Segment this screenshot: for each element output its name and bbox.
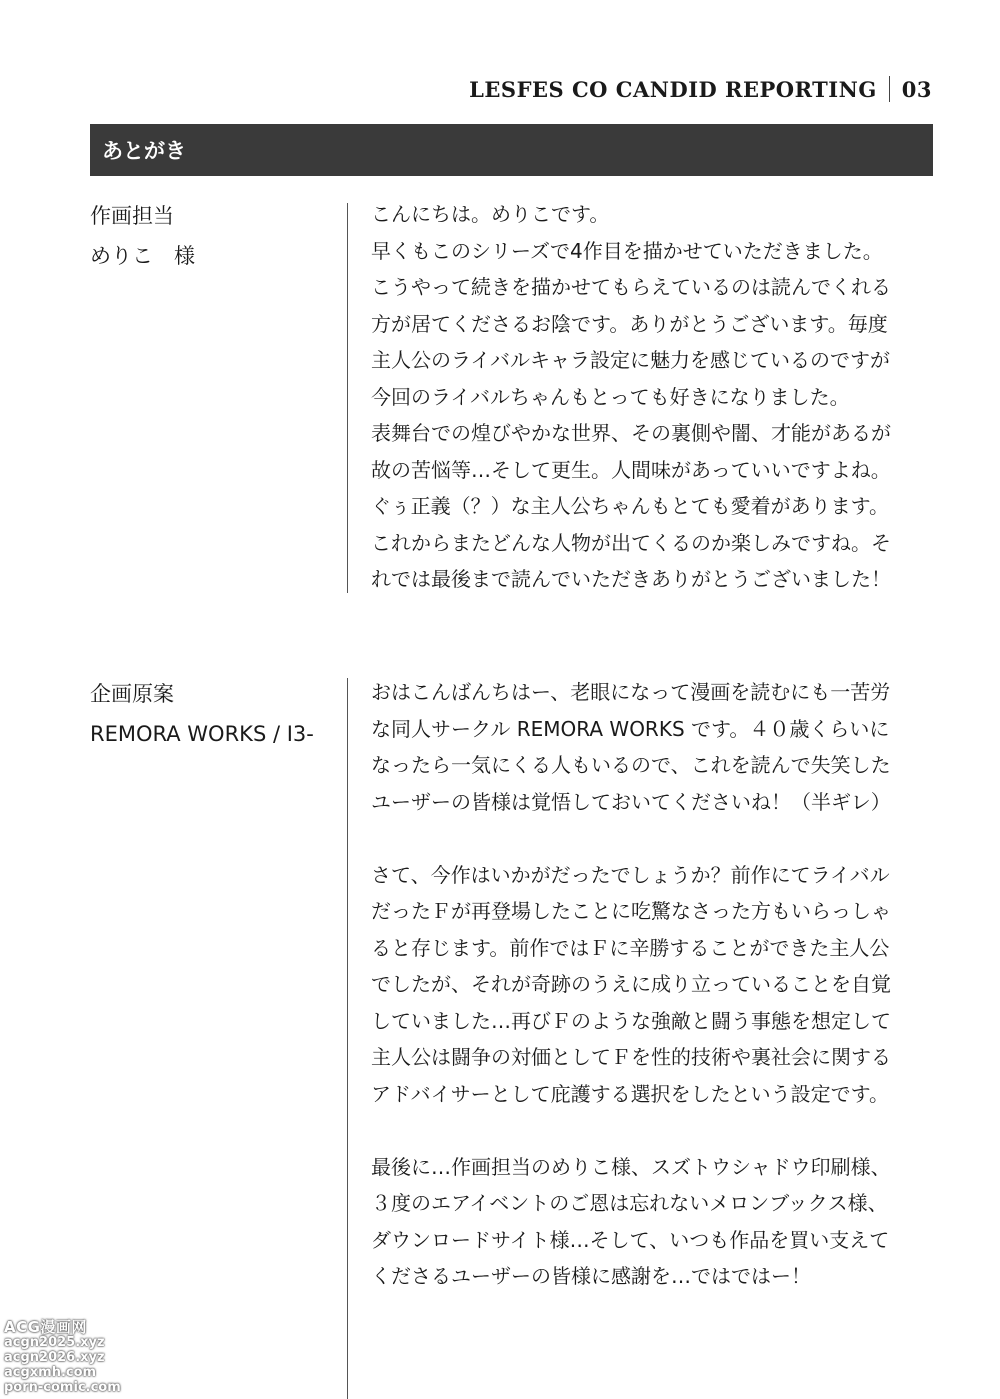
text-line: こんにちは。めりこです。 [371,202,610,226]
text-line: ３度のエアイベントのご恩は忘れないメロンブックス様、 [371,1191,888,1215]
page-header [469,72,932,106]
header-separator [889,76,890,102]
credit-name: REMORA WORKS / I3- [90,722,314,746]
column-divider [347,203,348,593]
text-line: ダウンロードサイト様…そして、いつも作品を買い支えて [371,1227,890,1252]
paragraph-gap [371,1112,941,1149]
watermark-url: acgn2025.xyz [4,1335,105,1350]
text-line: 方が居てくださるお陰です。ありがとうございます。毎度 [371,311,888,336]
text-line: していました…再びＦのような強敵と闘う事態を想定して [371,1008,891,1033]
credit-name: めりこ 様 [90,244,195,268]
watermark-url: acgn2026.xyz [4,1350,105,1365]
text-line: 表舞台での煌びやかな世界、その裏側や闇、才能があるが [371,421,891,445]
text-line: 主人公のライバルキャラ設定に魅力を感じているのですが [371,348,890,372]
header-title: LESFES CO CANDID REPORTING [469,76,877,102]
site-watermark [4,1320,132,1395]
text-line: 故の苦悩等…そして更生。人間味があっていいですよね。 [371,457,891,482]
paragraph-gap [371,820,941,857]
watermark-url: acgxmh.com [4,1365,97,1380]
text-line: だったＦが再登場したことに吃驚なさった方もいらっしゃ [371,899,891,923]
text-line: 最後に…作画担当のめりこ様、スズトウシャドウ印刷様、 [371,1154,891,1179]
column-divider [347,678,348,1399]
text-line: さて、今作はいかがだったでしょうか？前作にてライバル [371,862,890,887]
page-number: 03 [901,76,932,102]
watermark-url: porn-comic.com [4,1380,121,1395]
watermark-logo: ACG漫画网 [4,1318,87,1336]
text-line: 早くもこのシリーズで4作目を描かせていただきました。 [371,238,883,263]
text-line: 今回のライバルちゃんもとっても好きになりました。 [371,384,850,409]
text-line: でしたが、それが奇跡のうえに成り立っていることを自覚 [371,972,891,996]
text-line: くださるユーザーの皆様に感謝を…ではではー！ [371,1264,811,1288]
illustrator-message [371,196,941,598]
text-line: 主人公は闘争の対価としてＦを性的技術や裏社会に関する [371,1045,891,1069]
section-title-bar [90,124,933,176]
text-line: ユーザーの皆様は覚悟しておいてくださいね！（半ギレ） [371,789,891,814]
text-line: ると存じます。前作ではＦに辛勝することができた主人公 [371,935,890,960]
credit-planner [90,674,314,754]
credit-role: 作画担当 [90,204,174,228]
credit-illustrator [90,196,195,276]
section-title: あとがき [102,139,186,163]
text-line: ぐぅ正義（？）な主人公ちゃんもとても愛着があります。 [371,494,889,518]
text-line: こうやって続きを描かせてもらえているのは読んでくれる [371,275,891,299]
credit-role: 企画原案 [90,682,174,706]
planner-message [371,674,941,1295]
text-line: これからまたどんな人物が出てくるのか楽しみですね。そ [371,530,891,555]
text-line: れでは最後まで読んでいただきありがとうございました！ [371,567,891,591]
text-line: なったら一気にくる人もいるので、これを読んで失笑した [371,753,891,777]
text-line: アドバイサーとして庇護する選択をしたという設定です。 [371,1081,889,1106]
text-line: な同人サークル REMORA WORKS です。４０歳くらいに [371,716,890,741]
text-line: おはこんばんちはー、老眼になって漫画を読むにも一苦労 [371,680,891,704]
